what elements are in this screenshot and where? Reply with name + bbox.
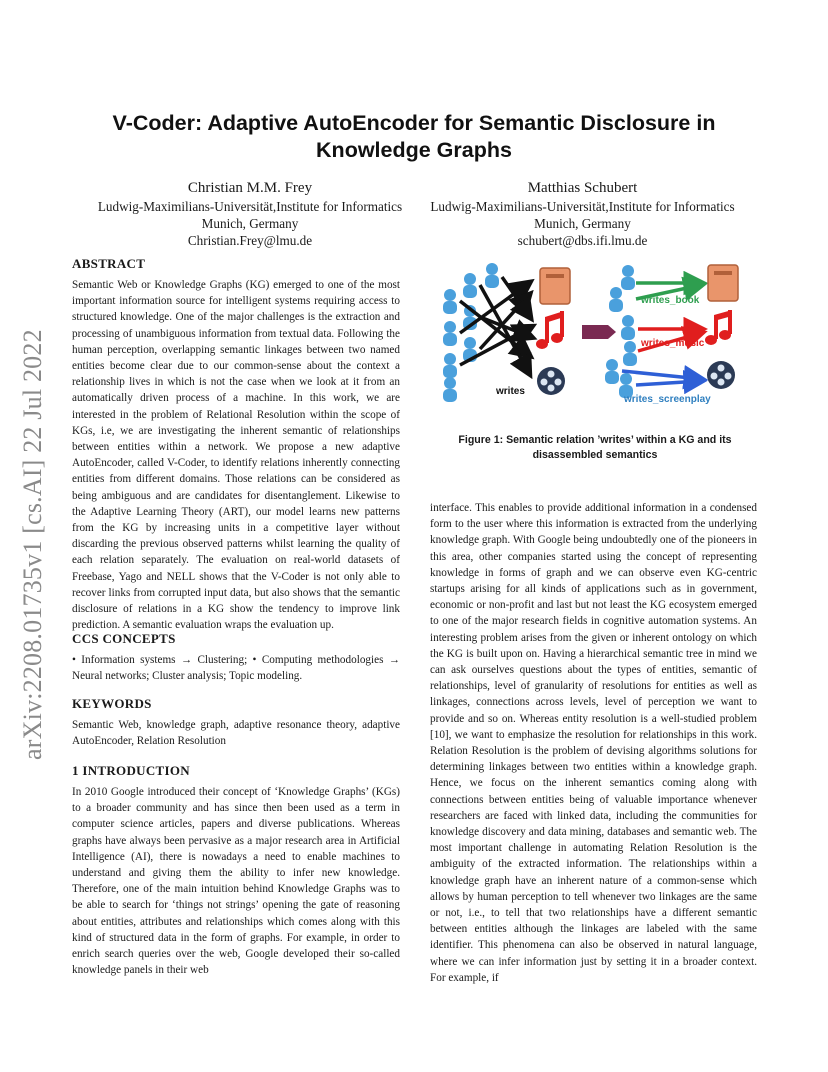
right-column-text: interface. This enables to provide additional information in a condensed form to the user where this information is extracted from the underlying knowledge graph. With Google being undoubtedly one of the pioneers in this area, other companies started using the concept of representing knowledge in forms of graph and we can observe even KG-centric startups arising for all kinds of applications such as in government, economic or non-profit and last but not least the KG ecosystem emerged to one of the major research fields in cognitive automation systems. An interesting problem arises from the given or inherent ontology on which the KG is built upon on. Having a hierarchical semantic tree in mind we can ask ourselves questions about the types of entities, semantic of relationships, level of granularity of resolutions for entities as well as linkages, connections across levels, level of perception we want to provide and so on. Whereas entity resolution is a well-studied problem [10], we want to emphasize the resolution for relationships in this work. Relation Resolution is the problem of devising algorithms solutions for determining linkages between two entities within a knowledge graph. Hence, we focus on the inherent semantics coming along with connections between entities being of valuable importance whenever researchers are faced with linked data, including the communities for knowledge discovery and data mining, databases and semantic web. The most important challenge in automating Relation Resolution is the ambiguity of the extracted information. The relationships within a knowledge graph have an inherent nature of a common-sense which allows by human perception to tell whenever two linkages are the same or not, i.e., to tell that two relationships have a different semantic between entities although the linkages are labeled with the same identifier. This phenomena can also be observed in natural language, where we can infer information just by setting it in a broader context. For example, if	[430, 502, 757, 984]
book-icon	[708, 265, 738, 301]
film-reel-icon	[707, 361, 735, 389]
author-affiliation: Ludwig-Maximilians-Universität,Institute for Informatics	[97, 199, 403, 214]
left-persons	[443, 263, 499, 402]
author-email[interactable]: schubert@dbs.ifi.lmu.de	[517, 233, 648, 248]
book-icon	[540, 268, 570, 304]
music-note-icon	[536, 311, 564, 349]
introduction-text: In 2010 Google introduced their concept of ‘Knowledge Graphs’ (KGs) to a broader community and has since then been used as a term in computer science articles, papers and diverse publications. Whereas graphs have always been pervasive as a major research area in Artificial Intelligence (AI), there is nowadays a need to enable machines to understand and giving them the ability to infer new knowledge. Therefore, one of the main intuition behind Knowledge Graphs was to be able to search for ‘things not strings’ opening the gate of reasoning about entities, attributes and relationships which comes along with this kind of structured data in the form of graphs. For example, in order to enrich search queries over the web, Google developed their so-called knowledge panels in their web	[72, 786, 400, 977]
figure-label-writes: writes	[496, 386, 525, 397]
keywords-section	[72, 695, 400, 749]
music-note-icon	[705, 310, 732, 345]
author-name: Matthias Schubert	[527, 180, 638, 196]
transform-arrow-icon	[582, 325, 616, 339]
figure-1-graphic	[436, 255, 754, 415]
author-2	[415, 178, 750, 249]
author-location: Munich, Germany	[534, 216, 631, 231]
author-name: Christian M.M. Frey	[187, 180, 313, 196]
introduction-section	[72, 762, 400, 978]
figure-caption: Figure 1: Semantic relation ’writes’ within a KG and its disassembled semantics	[458, 434, 732, 461]
paper-title: V-Coder: Adaptive AutoEncoder for Semantic Disclosure in Knowledge Graphs	[112, 111, 716, 162]
abstract-section	[72, 255, 400, 633]
abstract-heading: ABSTRACT	[72, 256, 146, 271]
author-email[interactable]: Christian.Frey@lmu.de	[187, 233, 313, 248]
author-1	[80, 178, 420, 249]
film-reel-icon	[537, 367, 565, 395]
ccs-heading: CCS CONCEPTS	[72, 631, 176, 646]
abstract-text: Semantic Web or Knowledge Graphs (KG) emerged to one of the most important information source for intelligent systems requiring access to structured knowledge. One of the major challenges is the extraction and processing of unambiguous information from textual data. Following the human perception, overlapping semantic linkages between two named entities become clear due to our common-sense about the context a relationship lives in which is not the case when we look at it from an automatically driven process of a machine. In this work, we are interested in the problem of Relational Resolution within the scope of KGs, i.e, we are investigating the inherent semantic of relationships between entities within a network. We propose a new adaptive AutoEncoder, called V-Coder, to identify relations inherently connecting entities from different domains. Those relations can be considered as being ambiguous and are candidates for disentanglement. Likewise to the Adaptive Learning Theory (ART), our model learns new patterns from the KG by increasing units in a competitive layer without discarding the previous observed patterns whilst learning the quality of each relation separately. The evaluation on real-world datasets of Freebase, Yago and NELL shows that the V-Coder is not only able to recover links from corrupted input data, but also shows that the semantic disclosure of relations in a KG show the tendency to improve link prediction. A semantic evaluation wraps the evaluation up.	[72, 279, 400, 632]
author-location: Munich, Germany	[201, 216, 299, 231]
ccs-text: • Information systems → Clustering; • Computing methodologies → Neural networks; Cluster analysis; Topic modeling.	[72, 654, 400, 683]
keywords-heading: KEYWORDS	[72, 696, 152, 711]
keywords-text: Semantic Web, knowledge graph, adaptive resonance theory, adaptive AutoEncoder, Relation Resolution	[72, 719, 400, 748]
author-affiliation: Ludwig-Maximilians-Universität,Institute for Informatics	[430, 199, 735, 214]
figure-label-writes-screenplay: writes_screenplay	[624, 394, 711, 405]
figure-label-writes-book: writes_book	[641, 295, 700, 306]
figure-1	[436, 255, 754, 415]
figure-label-writes-music: writes_music	[641, 338, 705, 349]
ccs-section	[72, 630, 400, 684]
introduction-heading: 1 INTRODUCTION	[72, 763, 190, 778]
arxiv-stamp: arXiv:2208.01735v1 [cs.AI] 22 Jul 2022	[18, 329, 47, 760]
